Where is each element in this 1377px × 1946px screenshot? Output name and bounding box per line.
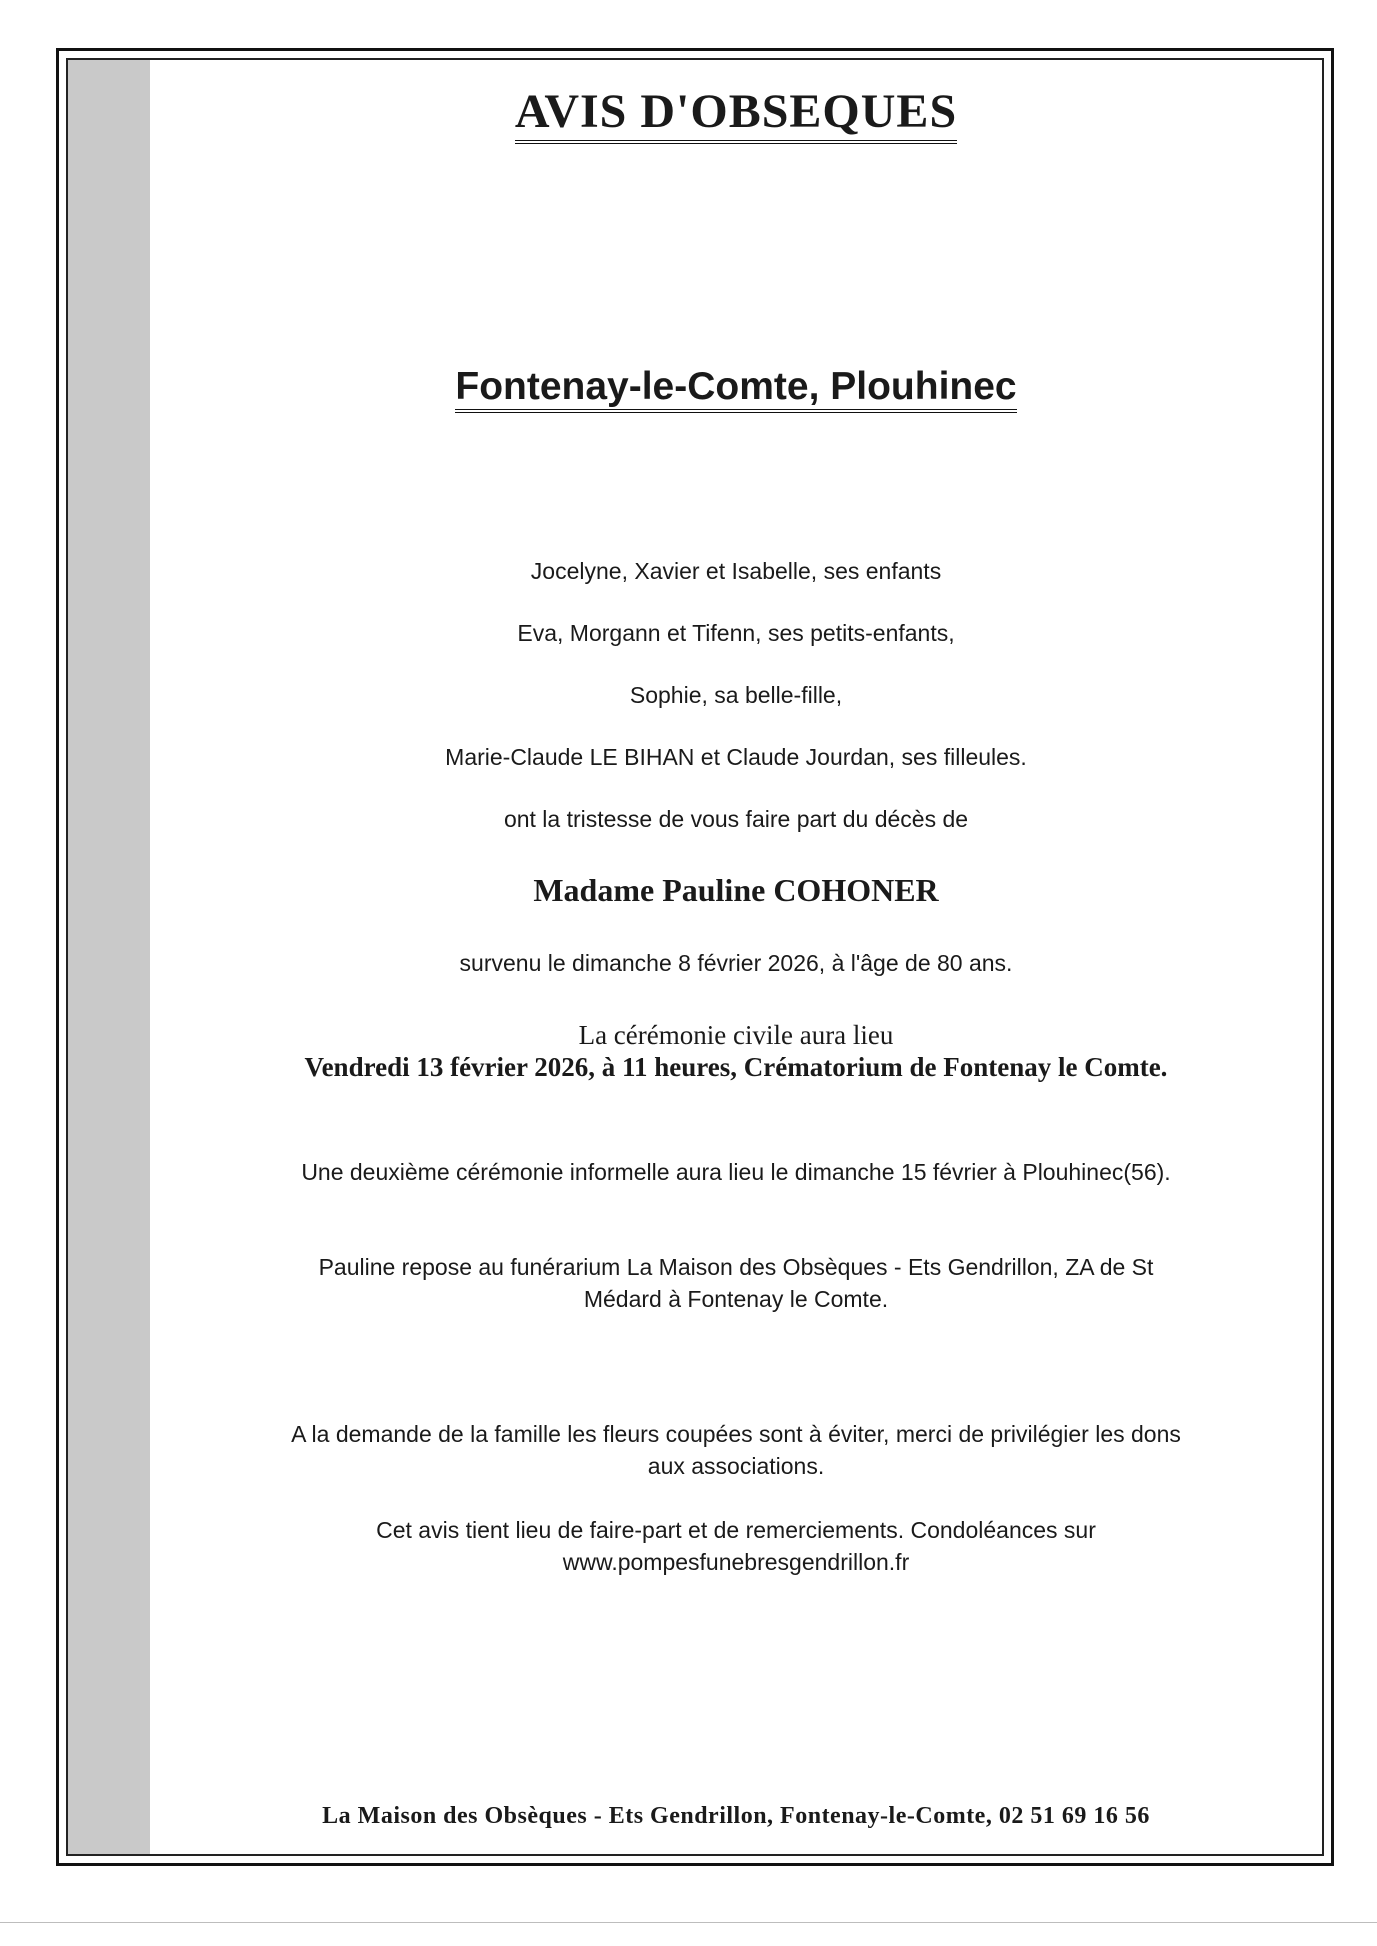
- ceremony-intro: La cérémonie civile aura lieu: [578, 1020, 894, 1050]
- condolences-website: www.pompesfunebresgendrillon.fr: [562, 1549, 910, 1575]
- rest-place-line-2: Médard à Fontenay le Comte.: [583, 1286, 889, 1312]
- shaded-margin-strip: [68, 60, 150, 1854]
- flowers-line-1: A la demande de la famille les fleurs coupées sont à éviter, merci de privilégier les dons: [291, 1421, 1181, 1447]
- family-line-grandchildren: Eva, Morgann et Tifenn, ses petits-enfants,: [517, 620, 955, 646]
- notice-body: [150, 60, 1322, 1854]
- family-line-daughter-in-law: Sophie, sa belle-fille,: [629, 682, 843, 708]
- funeral-home-footer: La Maison des Obsèques - Ets Gendrillon, Fontenay-le-Comte, 02 51 69 16 56: [322, 1803, 1150, 1829]
- family-line-goddaughters: Marie-Claude LE BIHAN et Claude Jourdan, ses filleules.: [445, 744, 1027, 770]
- ceremony-details: Vendredi 13 février 2026, à 11 heures, Crématorium de Fontenay le Comte.: [304, 1052, 1168, 1082]
- death-info: survenu le dimanche 8 février 2026, à l'âge de 80 ans.: [459, 950, 1013, 976]
- announcement-line: ont la tristesse de vous faire part du décès de: [503, 806, 969, 832]
- flowers-line-2: aux associations.: [647, 1453, 825, 1479]
- thanks-line-1: Cet avis tient lieu de faire-part et de remerciements. Condoléances sur: [376, 1517, 1096, 1543]
- notice-locations: Fontenay-le-Comte, Plouhinec: [150, 365, 1322, 409]
- rest-place-line-1: Pauline repose au funérarium La Maison des Obsèques - Ets Gendrillon, ZA de St: [318, 1254, 1154, 1280]
- family-line-children: Jocelyne, Xavier et Isabelle, ses enfants: [530, 558, 942, 584]
- deceased-name: Madame Pauline COHONER: [533, 872, 939, 908]
- second-ceremony: Une deuxième cérémonie informelle aura lieu le dimanche 15 février à Plouhinec(56).: [301, 1159, 1171, 1185]
- page-bottom-rule: [0, 1922, 1377, 1923]
- notice-title: AVIS D'OBSEQUES: [150, 84, 1322, 139]
